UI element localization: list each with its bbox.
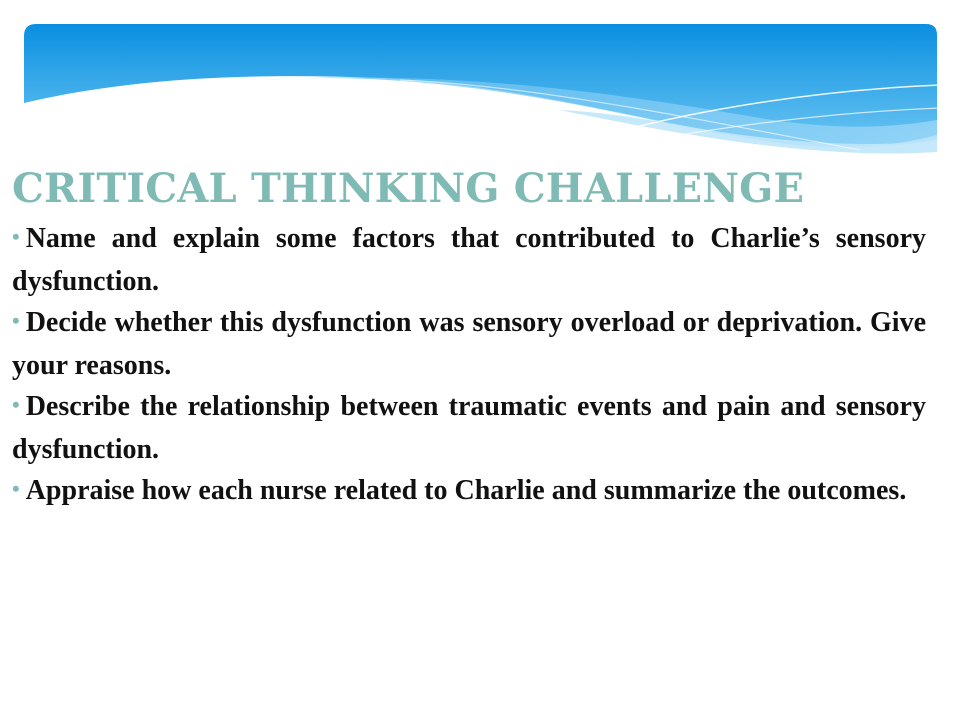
slide-title: CRITICAL THINKING CHALLENGE (12, 165, 805, 212)
bullet-dot-icon: • (12, 308, 20, 333)
bullet-dot-icon: • (12, 392, 20, 417)
bullet-list (12, 218, 926, 513)
bullet-dot-icon: • (12, 476, 20, 501)
bullet-text: Decide whether this dysfunction was sensory overload or deprivation. Give your reasons. (12, 307, 926, 381)
bullet-item (12, 218, 926, 302)
bullet-text: Describe the relationship between traumatic events and pain and sensory dysfunction. (12, 391, 926, 465)
bullet-item (12, 302, 926, 386)
bullet-item (12, 386, 926, 470)
bullet-item (12, 470, 926, 513)
header-wave-banner (0, 0, 960, 170)
bullet-dot-icon: • (12, 224, 20, 249)
bullet-text: Appraise how each nurse related to Charlie and summarize the outcomes. (25, 475, 907, 506)
bullet-text: Name and explain some factors that contributed to Charlie’s sensory dysfunction. (12, 223, 926, 297)
